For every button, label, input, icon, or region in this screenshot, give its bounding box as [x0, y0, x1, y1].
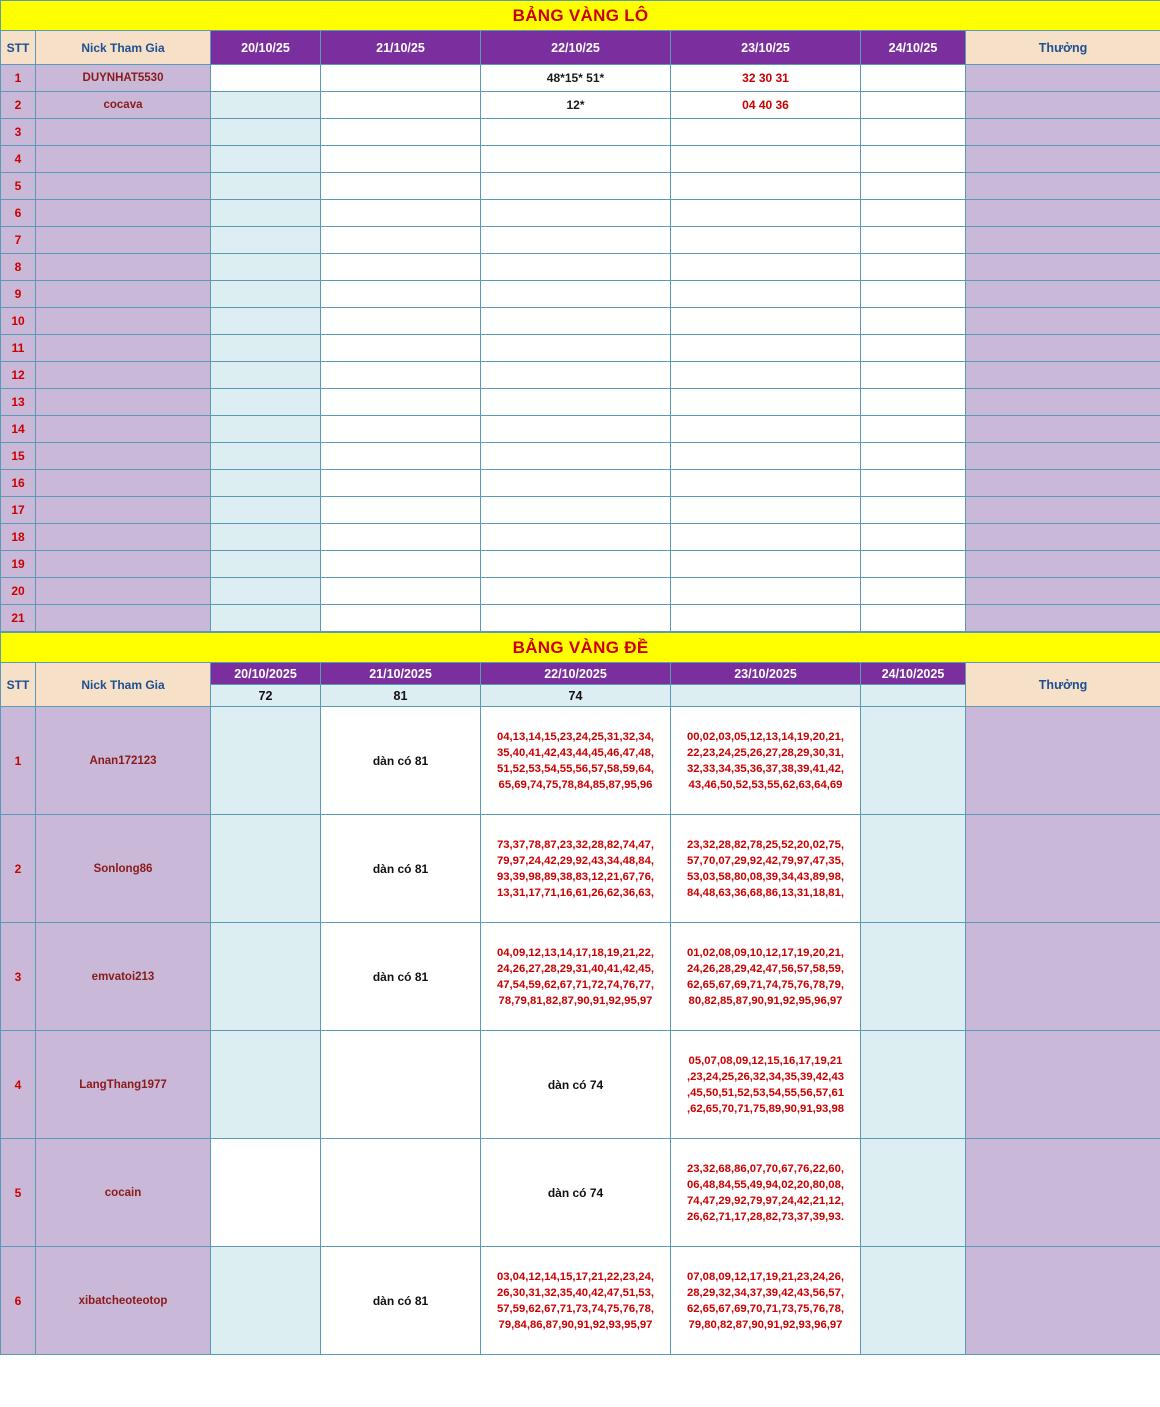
de-cell-thuong [966, 1031, 1160, 1139]
de-result-3: 74 [481, 685, 671, 707]
lo-cell-d2 [321, 362, 481, 389]
lo-cell-d3: 12* [481, 92, 671, 119]
table-row [1, 470, 1160, 497]
de-header-date-2: 21/10/2025 [321, 663, 481, 685]
de-cell-d4: 01,02,08,09,10,12,17,19,20,21, 24,26,28,29,42,47,56,57,58,59, 62,65,67,69,71,74,75,76,78,79, 80,82,85,87,90,91,92,95,96,97 [671, 923, 861, 1031]
de-cell-d3: dàn có 74 [481, 1031, 671, 1139]
lo-cell-thuong [966, 497, 1160, 524]
lo-cell-d3 [481, 146, 671, 173]
lo-cell-d1 [211, 92, 321, 119]
lo-cell-d5 [861, 578, 966, 605]
de-cell-thuong [966, 1139, 1160, 1247]
lo-cell-d2 [321, 200, 481, 227]
lo-row-stt: 16 [1, 470, 36, 497]
lo-cell-d4 [671, 335, 861, 362]
de-row-stt: 3 [1, 923, 36, 1031]
lo-cell-d2 [321, 335, 481, 362]
table-row [1, 92, 1160, 119]
lo-cell-d4 [671, 281, 861, 308]
lo-cell-thuong [966, 524, 1160, 551]
de-result-1: 72 [211, 685, 321, 707]
lo-cell-d3 [481, 605, 671, 632]
lo-cell-d2 [321, 254, 481, 281]
lo-row-nick [36, 389, 211, 416]
table-row [1, 551, 1160, 578]
lo-cell-d5 [861, 335, 966, 362]
lo-header-date-4: 23/10/25 [671, 31, 861, 65]
de-cell-d2: dàn có 81 [321, 815, 481, 923]
de-cell-d3: 03,04,12,14,15,17,21,22,23,24, 26,30,31,32,35,40,42,47,51,53, 57,59,62,67,71,73,74,75,76,78, 79,84,86,87,90,91,92,93,95,97 [481, 1247, 671, 1355]
lo-cell-thuong [966, 443, 1160, 470]
lo-row-nick [36, 416, 211, 443]
lo-cell-d2 [321, 470, 481, 497]
lo-row-stt: 13 [1, 389, 36, 416]
lo-row-nick [36, 605, 211, 632]
de-cell-d2 [321, 1031, 481, 1139]
table-row [1, 707, 1160, 815]
de-cell-d3: 04,09,12,13,14,17,18,19,21,22, 24,26,27,28,29,31,40,41,42,45, 47,54,59,62,67,71,72,74,76,77, 78,79,81,82,87,90,91,92,95,97 [481, 923, 671, 1031]
de-header-date-3: 22/10/2025 [481, 663, 671, 685]
table-row [1, 578, 1160, 605]
table-row [1, 524, 1160, 551]
lo-cell-d4 [671, 389, 861, 416]
lo-cell-d5 [861, 308, 966, 335]
lo-cell-thuong [966, 551, 1160, 578]
lo-cell-d2 [321, 497, 481, 524]
lo-row-nick [36, 254, 211, 281]
lo-cell-thuong [966, 92, 1160, 119]
de-header-date-4: 23/10/2025 [671, 663, 861, 685]
lo-cell-d1 [211, 578, 321, 605]
lo-cell-d1 [211, 281, 321, 308]
lo-cell-d4 [671, 200, 861, 227]
table-row [1, 173, 1160, 200]
lo-cell-d4 [671, 308, 861, 335]
lo-cell-d1 [211, 308, 321, 335]
lo-cell-d4 [671, 254, 861, 281]
de-row-nick: Anan172123 [36, 707, 211, 815]
lo-cell-d1 [211, 389, 321, 416]
lo-row-stt: 2 [1, 92, 36, 119]
lo-cell-d2 [321, 551, 481, 578]
lo-cell-d2 [321, 605, 481, 632]
de-header-stt: STT [1, 663, 36, 707]
lo-cell-d1 [211, 227, 321, 254]
lo-cell-d3 [481, 227, 671, 254]
table-row [1, 1139, 1160, 1247]
lo-cell-d3 [481, 308, 671, 335]
lo-row-stt: 15 [1, 443, 36, 470]
table-row [1, 65, 1160, 92]
lo-cell-d1 [211, 65, 321, 92]
de-cell-d2 [321, 1139, 481, 1247]
lo-title: BẢNG VÀNG LÔ [1, 1, 1160, 31]
de-row-nick: xibatcheoteotop [36, 1247, 211, 1355]
de-cell-d4: 07,08,09,12,17,19,21,23,24,26, 28,29,32,34,37,39,42,43,56,57, 62,65,67,69,70,71,73,75,76,78, 79,80,82,87,90,91,92,93,96,97 [671, 1247, 861, 1355]
de-cell-d2: dàn có 81 [321, 707, 481, 815]
lo-row-stt: 9 [1, 281, 36, 308]
lo-cell-d4: 32 30 31 [671, 65, 861, 92]
lo-cell-d1 [211, 335, 321, 362]
lo-cell-d2 [321, 524, 481, 551]
table-row [1, 227, 1160, 254]
de-cell-d5 [861, 1247, 966, 1355]
lo-cell-d2 [321, 443, 481, 470]
lo-row-nick [36, 146, 211, 173]
table-row [1, 1247, 1160, 1355]
lo-cell-d4 [671, 605, 861, 632]
table-row [1, 146, 1160, 173]
lo-row-nick [36, 443, 211, 470]
lo-cell-d4 [671, 416, 861, 443]
de-cell-d1 [211, 707, 321, 815]
lo-cell-d3 [481, 443, 671, 470]
lo-cell-d3 [481, 497, 671, 524]
de-header-date-5: 24/10/2025 [861, 663, 966, 685]
lo-row-stt: 18 [1, 524, 36, 551]
lo-row-nick: cocava [36, 92, 211, 119]
lo-cell-d5 [861, 65, 966, 92]
lo-cell-d1 [211, 173, 321, 200]
lo-cell-d2 [321, 146, 481, 173]
lo-cell-thuong [966, 200, 1160, 227]
lo-cell-thuong [966, 173, 1160, 200]
de-row-nick: Sonlong86 [36, 815, 211, 923]
lo-cell-d5 [861, 389, 966, 416]
de-cell-d4: 00,02,03,05,12,13,14,19,20,21, 22,23,24,25,26,27,28,29,30,31, 32,33,34,35,36,37,38,39,41,42, 43,46,50,52,53,55,62,63,64,69 [671, 707, 861, 815]
table-row [1, 416, 1160, 443]
lo-cell-d1 [211, 551, 321, 578]
lo-row-nick [36, 362, 211, 389]
lo-cell-d3 [481, 335, 671, 362]
de-cell-d2: dàn có 81 [321, 1247, 481, 1355]
lo-cell-d1 [211, 416, 321, 443]
lo-row-stt: 19 [1, 551, 36, 578]
lo-row-stt: 1 [1, 65, 36, 92]
de-cell-d1 [211, 923, 321, 1031]
lo-header-date-2: 21/10/25 [321, 31, 481, 65]
lo-row-stt: 11 [1, 335, 36, 362]
de-result-4 [671, 685, 861, 707]
lo-cell-d2 [321, 308, 481, 335]
lo-row-stt: 4 [1, 146, 36, 173]
lo-cell-d5 [861, 92, 966, 119]
lo-row-stt: 17 [1, 497, 36, 524]
lo-cell-d1 [211, 362, 321, 389]
lo-table [0, 0, 1160, 632]
lo-cell-d3 [481, 362, 671, 389]
lo-cell-d4 [671, 227, 861, 254]
lo-row-stt: 6 [1, 200, 36, 227]
lo-row-stt: 3 [1, 119, 36, 146]
lo-cell-d3 [481, 254, 671, 281]
lo-row-nick [36, 281, 211, 308]
lo-cell-d5 [861, 551, 966, 578]
de-cell-d3: 73,37,78,87,23,32,28,82,74,47, 79,97,24,42,29,92,43,34,48,84, 93,39,98,89,38,83,12,21,67,76, 13,31,17,71,16,61,26,62,36,63, [481, 815, 671, 923]
lo-cell-thuong [966, 308, 1160, 335]
lo-row-nick [36, 173, 211, 200]
lo-row-nick: DUYNHAT5530 [36, 65, 211, 92]
de-cell-d5 [861, 923, 966, 1031]
de-result-2: 81 [321, 685, 481, 707]
lo-cell-d3 [481, 416, 671, 443]
lo-cell-d3 [481, 281, 671, 308]
lo-cell-d5 [861, 119, 966, 146]
lo-header-row [1, 31, 1160, 65]
lo-row-nick [36, 335, 211, 362]
lo-cell-d5 [861, 470, 966, 497]
lo-cell-d3 [481, 200, 671, 227]
lo-row-stt: 7 [1, 227, 36, 254]
lo-cell-d1 [211, 443, 321, 470]
lo-cell-d2 [321, 119, 481, 146]
table-row [1, 119, 1160, 146]
lo-row-nick [36, 308, 211, 335]
lo-header-nick: Nick Tham Gia [36, 31, 211, 65]
lo-cell-d3: 48*15* 51* [481, 65, 671, 92]
de-row-nick: LangThang1977 [36, 1031, 211, 1139]
table-row [1, 443, 1160, 470]
lo-cell-d4 [671, 173, 861, 200]
lo-cell-thuong [966, 470, 1160, 497]
lo-cell-thuong [966, 119, 1160, 146]
lo-cell-thuong [966, 281, 1160, 308]
lo-cell-d3 [481, 524, 671, 551]
lo-cell-d4 [671, 524, 861, 551]
lo-cell-d1 [211, 470, 321, 497]
table-row [1, 605, 1160, 632]
lo-cell-thuong [966, 254, 1160, 281]
table-row [1, 1031, 1160, 1139]
lo-cell-d5 [861, 524, 966, 551]
lo-cell-d3 [481, 470, 671, 497]
table-row [1, 335, 1160, 362]
de-header-row-dates [1, 663, 1160, 685]
lo-header-thuong: Thưởng [966, 31, 1160, 65]
de-title: BẢNG VÀNG ĐỀ [1, 633, 1160, 663]
table-row [1, 389, 1160, 416]
lo-cell-thuong [966, 389, 1160, 416]
table-row [1, 281, 1160, 308]
lo-cell-d1 [211, 200, 321, 227]
lo-cell-d2 [321, 578, 481, 605]
de-cell-d1 [211, 1139, 321, 1247]
table-row [1, 308, 1160, 335]
lo-cell-d1 [211, 119, 321, 146]
de-cell-d4: 23,32,68,86,07,70,67,76,22,60, 06,48,84,55,49,94,02,20,80,08, 74,47,29,92,79,97,24,42,21,12, 26,62,71,17,28,82,73,37,39,93. [671, 1139, 861, 1247]
lo-header-date-3: 22/10/25 [481, 31, 671, 65]
de-header-date-1: 20/10/2025 [211, 663, 321, 685]
table-row [1, 815, 1160, 923]
lo-cell-d5 [861, 281, 966, 308]
lo-cell-d2 [321, 416, 481, 443]
de-row-nick: emvatoi213 [36, 923, 211, 1031]
lo-cell-d5 [861, 200, 966, 227]
lo-cell-d1 [211, 146, 321, 173]
lo-cell-d5 [861, 497, 966, 524]
lo-header-date-1: 20/10/25 [211, 31, 321, 65]
lo-cell-thuong [966, 227, 1160, 254]
lo-row-stt: 10 [1, 308, 36, 335]
lo-row-nick [36, 497, 211, 524]
lo-row-stt: 20 [1, 578, 36, 605]
de-cell-thuong [966, 923, 1160, 1031]
lo-cell-d3 [481, 551, 671, 578]
lo-row-stt: 14 [1, 416, 36, 443]
lo-cell-d3 [481, 119, 671, 146]
de-cell-d1 [211, 815, 321, 923]
lo-cell-d1 [211, 254, 321, 281]
lo-row-stt: 8 [1, 254, 36, 281]
lo-cell-d4 [671, 443, 861, 470]
table-row [1, 362, 1160, 389]
lo-cell-d5 [861, 416, 966, 443]
lo-cell-thuong [966, 335, 1160, 362]
de-cell-d2: dàn có 81 [321, 923, 481, 1031]
lo-cell-d5 [861, 254, 966, 281]
lo-row-stt: 5 [1, 173, 36, 200]
lo-cell-d1 [211, 605, 321, 632]
lo-cell-d2 [321, 281, 481, 308]
lo-cell-d1 [211, 524, 321, 551]
table-row [1, 497, 1160, 524]
lo-row-nick [36, 551, 211, 578]
lo-cell-d5 [861, 443, 966, 470]
lo-cell-d2 [321, 92, 481, 119]
lo-row-nick [36, 200, 211, 227]
lo-cell-d2 [321, 227, 481, 254]
de-cell-d4: 05,07,08,09,12,15,16,17,19,21 ,23,24,25,26,32,34,35,39,42,43 ,45,50,51,52,53,54,55,56,57,61 ,62,65,70,71,75,89,90,91,93,98 [671, 1031, 861, 1139]
lo-cell-d4 [671, 119, 861, 146]
lo-row-nick [36, 119, 211, 146]
de-row-stt: 6 [1, 1247, 36, 1355]
de-cell-d4: 23,32,28,82,78,25,52,20,02,75, 57,70,07,29,92,42,79,97,47,35, 53,03,58,80,08,39,34,43,89,98, 84,48,63,36,68,86,13,31,18,81, [671, 815, 861, 923]
de-cell-d3: 04,13,14,15,23,24,25,31,32,34, 35,40,41,42,43,44,45,46,47,48, 51,52,53,54,55,56,57,58,59,64, 65,69,74,75,78,84,85,87,95,96 [481, 707, 671, 815]
lo-cell-d5 [861, 173, 966, 200]
lo-header-date-5: 24/10/25 [861, 31, 966, 65]
lo-row-stt: 12 [1, 362, 36, 389]
de-cell-d5 [861, 707, 966, 815]
de-cell-thuong [966, 815, 1160, 923]
lo-cell-d2 [321, 389, 481, 416]
lo-row-nick [36, 227, 211, 254]
lo-row-nick [36, 524, 211, 551]
de-cell-d5 [861, 815, 966, 923]
table-row [1, 200, 1160, 227]
de-table [0, 632, 1160, 1355]
table-row [1, 923, 1160, 1031]
lo-row-stt: 21 [1, 605, 36, 632]
lo-cell-thuong [966, 146, 1160, 173]
lo-cell-thuong [966, 65, 1160, 92]
de-cell-d1 [211, 1031, 321, 1139]
lo-cell-d2 [321, 65, 481, 92]
lo-header-stt: STT [1, 31, 36, 65]
lo-cell-d3 [481, 578, 671, 605]
table-row [1, 254, 1160, 281]
de-cell-d1 [211, 1247, 321, 1355]
lo-cell-d5 [861, 362, 966, 389]
de-cell-thuong [966, 1247, 1160, 1355]
de-row-nick: cocain [36, 1139, 211, 1247]
lo-cell-d4 [671, 362, 861, 389]
lo-cell-d3 [481, 389, 671, 416]
lo-row-nick [36, 470, 211, 497]
lo-cell-d4 [671, 551, 861, 578]
de-cell-d5 [861, 1031, 966, 1139]
de-row-stt: 1 [1, 707, 36, 815]
de-row-stt: 2 [1, 815, 36, 923]
lo-cell-d5 [861, 227, 966, 254]
lo-cell-d1 [211, 497, 321, 524]
lo-cell-d3 [481, 173, 671, 200]
de-row-stt: 4 [1, 1031, 36, 1139]
lo-cell-d5 [861, 605, 966, 632]
lo-cell-d4 [671, 578, 861, 605]
de-result-5 [861, 685, 966, 707]
de-cell-thuong [966, 707, 1160, 815]
lo-cell-thuong [966, 605, 1160, 632]
lo-cell-thuong [966, 362, 1160, 389]
de-row-stt: 5 [1, 1139, 36, 1247]
de-header-thuong: Thưởng [966, 663, 1160, 707]
de-header-nick: Nick Tham Gia [36, 663, 211, 707]
lo-row-nick [36, 578, 211, 605]
lo-cell-d5 [861, 146, 966, 173]
lo-cell-d4: 04 40 36 [671, 92, 861, 119]
de-cell-d3: dàn có 74 [481, 1139, 671, 1247]
lo-cell-thuong [966, 416, 1160, 443]
lo-cell-d4 [671, 497, 861, 524]
de-cell-d5 [861, 1139, 966, 1247]
lo-cell-d4 [671, 146, 861, 173]
lo-cell-d4 [671, 470, 861, 497]
lo-cell-thuong [966, 578, 1160, 605]
lo-cell-d2 [321, 173, 481, 200]
